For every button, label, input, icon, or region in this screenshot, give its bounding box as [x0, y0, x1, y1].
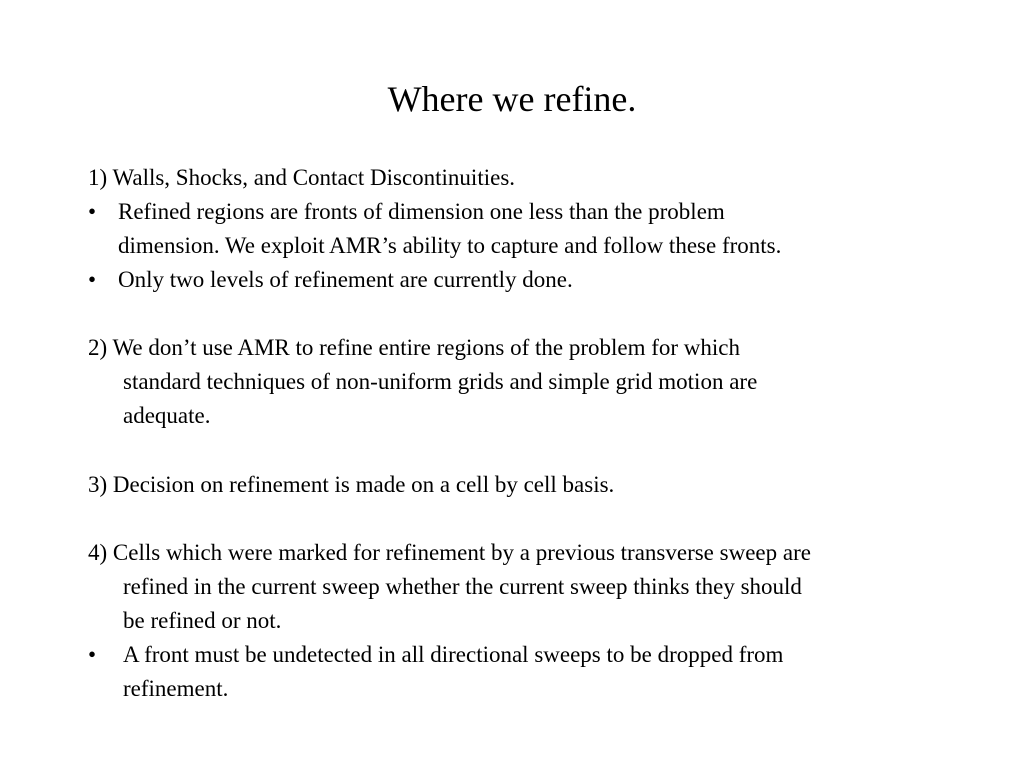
- item-4-line-1: 4) Cells which were marked for refinement by a previous transverse sweep are: [88, 540, 811, 565]
- item-2-line-3: adequate.: [123, 403, 211, 428]
- item-2-line-1: 2) We don’t use AMR to refine entire regions of the problem for which: [88, 335, 741, 360]
- item-1-heading: 1) Walls, Shocks, and Contact Discontinuities.: [88, 165, 516, 190]
- item-4-bullet-1-line-2: refinement.: [123, 676, 229, 701]
- item-1-bullet-2-marker: •: [88, 267, 97, 292]
- item-4-line-2: refined in the current sweep whether the current sweep thinks they should: [123, 574, 802, 599]
- item-4-line-3: be refined or not.: [123, 608, 282, 633]
- item-4-bullet-1-line-1: A front must be undetected in all directional sweeps to be dropped from: [123, 642, 784, 667]
- item-1-bullet-1-marker: •: [88, 199, 97, 224]
- item-1-bullet-1-line-1: Refined regions are fronts of dimension one less than the problem: [118, 199, 725, 224]
- item-1-bullet-1-line-2: dimension. We exploit AMR’s ability to capture and follow these fronts.: [118, 233, 782, 258]
- item-4-bullet-1-marker: •: [88, 642, 97, 667]
- item-2-line-2: standard techniques of non-uniform grids and simple grid motion are: [123, 369, 758, 394]
- item-3-line-1: 3) Decision on refinement is made on a cell by cell basis.: [88, 472, 615, 497]
- slide-title: Where we refine.: [387, 79, 637, 119]
- item-1-bullet-2-line-1: Only two levels of refinement are currently done.: [118, 267, 573, 292]
